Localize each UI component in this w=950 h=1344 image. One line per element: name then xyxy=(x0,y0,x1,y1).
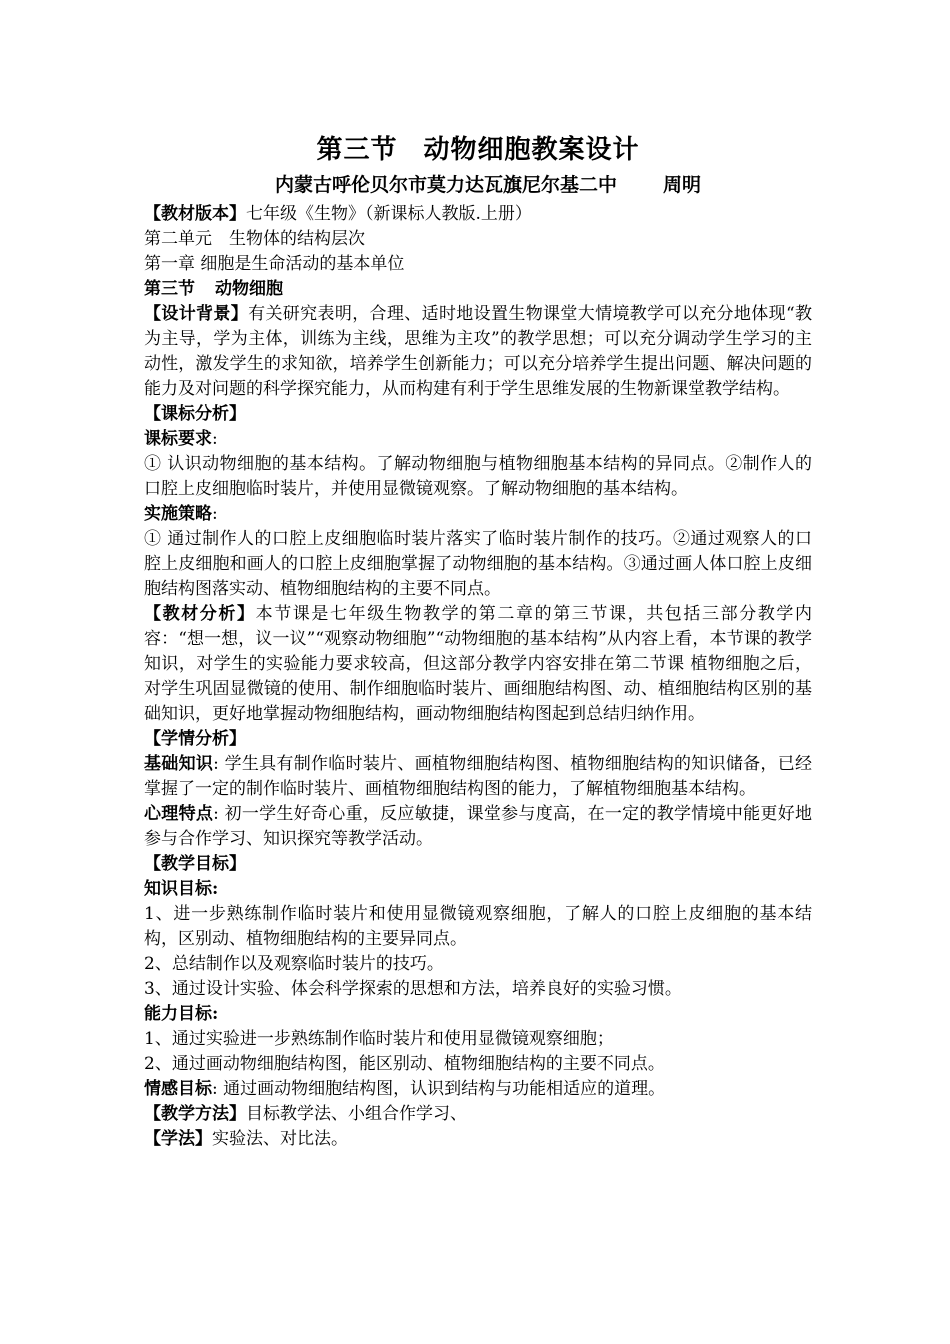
document-title: 第三节 动物细胞教案设计 xyxy=(316,135,640,165)
student-analysis-heading: 【学情分析】 xyxy=(144,729,246,749)
basic-knowledge: 基础知识: 学生具有制作临时装片、画植物细胞结构图、植物细胞结构的知识储备，已经掌握了一定的制作临时装片、画植物细胞结构图的能力，了解植物细胞基本结构。 xyxy=(144,754,813,799)
unit-line: 第二单元 生物体的结构层次 xyxy=(144,229,365,249)
ability-objective-item: 2、通过画动物细胞结构图，能区别动、植物细胞结构的主要不同点。 xyxy=(144,1054,665,1074)
document-page xyxy=(144,130,812,1152)
document-subtitle xyxy=(144,170,812,200)
curriculum-requirement-label: 课标要求: xyxy=(144,429,218,449)
ability-objective-item: 1、通过实验进一步熟练制作临时装片和使用显微镜观察细胞； xyxy=(144,1029,614,1049)
textbook-analysis: 【教材分析】本节课是七年级生物教学的第二章的第三节课，共包括三部分教学内容：“想一想，议一议”“观察动物细胞”“动物细胞的基本结构”从内容上看，本节课的教学知识，对学生的实验能力要求较高，但这部分教学内容安排在第二节课 植物细胞之后，对学生巩固显微镜的使用、制作细胞临时装片、画细胞结构图、动、植细胞结构区别的基础知识，更好地掌握动物细胞结构，画动物细胞结构图起到总结归纳作用。 xyxy=(144,604,813,724)
learning-method: 【学法】实验法、对比法。 xyxy=(144,1129,348,1149)
school-name: 内蒙古呼伦贝尔市莫力达瓦旗尼尔基二中 xyxy=(274,174,617,196)
teaching-method: 【教学方法】目标教学法、小组合作学习、 xyxy=(144,1104,467,1124)
strategy-text: ① 通过制作人的口腔上皮细胞临时装片落实了临时装片制作的技巧。②通过观察人的口腔上皮细胞和画人的口腔上皮细胞掌握了动物细胞的基本结构。③通过画人体口腔上皮细胞结构图落实动、植物细胞结构的主要不同点。 xyxy=(144,529,812,599)
emotion-objective: 情感目标: 通过画动物细胞结构图，认识到结构与功能相适应的道理。 xyxy=(144,1079,666,1099)
textbook-version: 【教材版本】七年级《生物》（新课标人教版.上册） xyxy=(144,204,532,224)
section-line: 第三节 动物细胞 xyxy=(144,279,283,299)
knowledge-objective-item: 3、通过设计实验、体会科学探索的思想和方法，培养良好的实验习惯。 xyxy=(144,979,682,999)
objectives-heading: 【教学目标】 xyxy=(144,854,246,874)
chapter-line: 第一章 细胞是生命活动的基本单位 xyxy=(144,254,405,274)
knowledge-objective-item: 2、总结制作以及观察临时装片的技巧。 xyxy=(144,954,444,974)
ability-objectives-label: 能力目标: xyxy=(144,1004,219,1024)
curriculum-analysis-heading: 【课标分析】 xyxy=(144,404,246,424)
curriculum-requirement-text: ① 认识动物细胞的基本结构。了解动物细胞与植物细胞基本结构的异同点。②制作人的口腔上皮细胞临时装片，并使用显微镜观察。了解动物细胞的基本结构。 xyxy=(144,454,812,499)
author-name: 周明 xyxy=(663,174,702,196)
strategy-label: 实施策略: xyxy=(144,504,218,524)
knowledge-objectives-label: 知识目标: xyxy=(144,879,219,899)
design-background: 【设计背景】有关研究表明，合理、适时地设置生物课堂大情境教学可以充分地体现“教为主导，学为主体，训练为主线，思维为主攻”的教学思想；可以充分调动学生学习的主动性，激发学生的求知欲，培养学生创新能力；可以充分培养学生提出问题、解决问题的能力及对问题的科学探究能力，从而构建有利于学生思维发展的生物新课堂教学结构。 xyxy=(144,304,812,399)
psychological-traits: 心理特点: 初一学生好奇心重，反应敏捷，课堂参与度高，在一定的教学情境中能更好地参与合作学习、知识探究等教学活动。 xyxy=(144,804,813,849)
knowledge-objective-item: 1、进一步熟练制作临时装片和使用显微镜观察细胞，了解人的口腔上皮细胞的基本结构，区别动、植物细胞结构的主要异同点。 xyxy=(144,904,812,949)
